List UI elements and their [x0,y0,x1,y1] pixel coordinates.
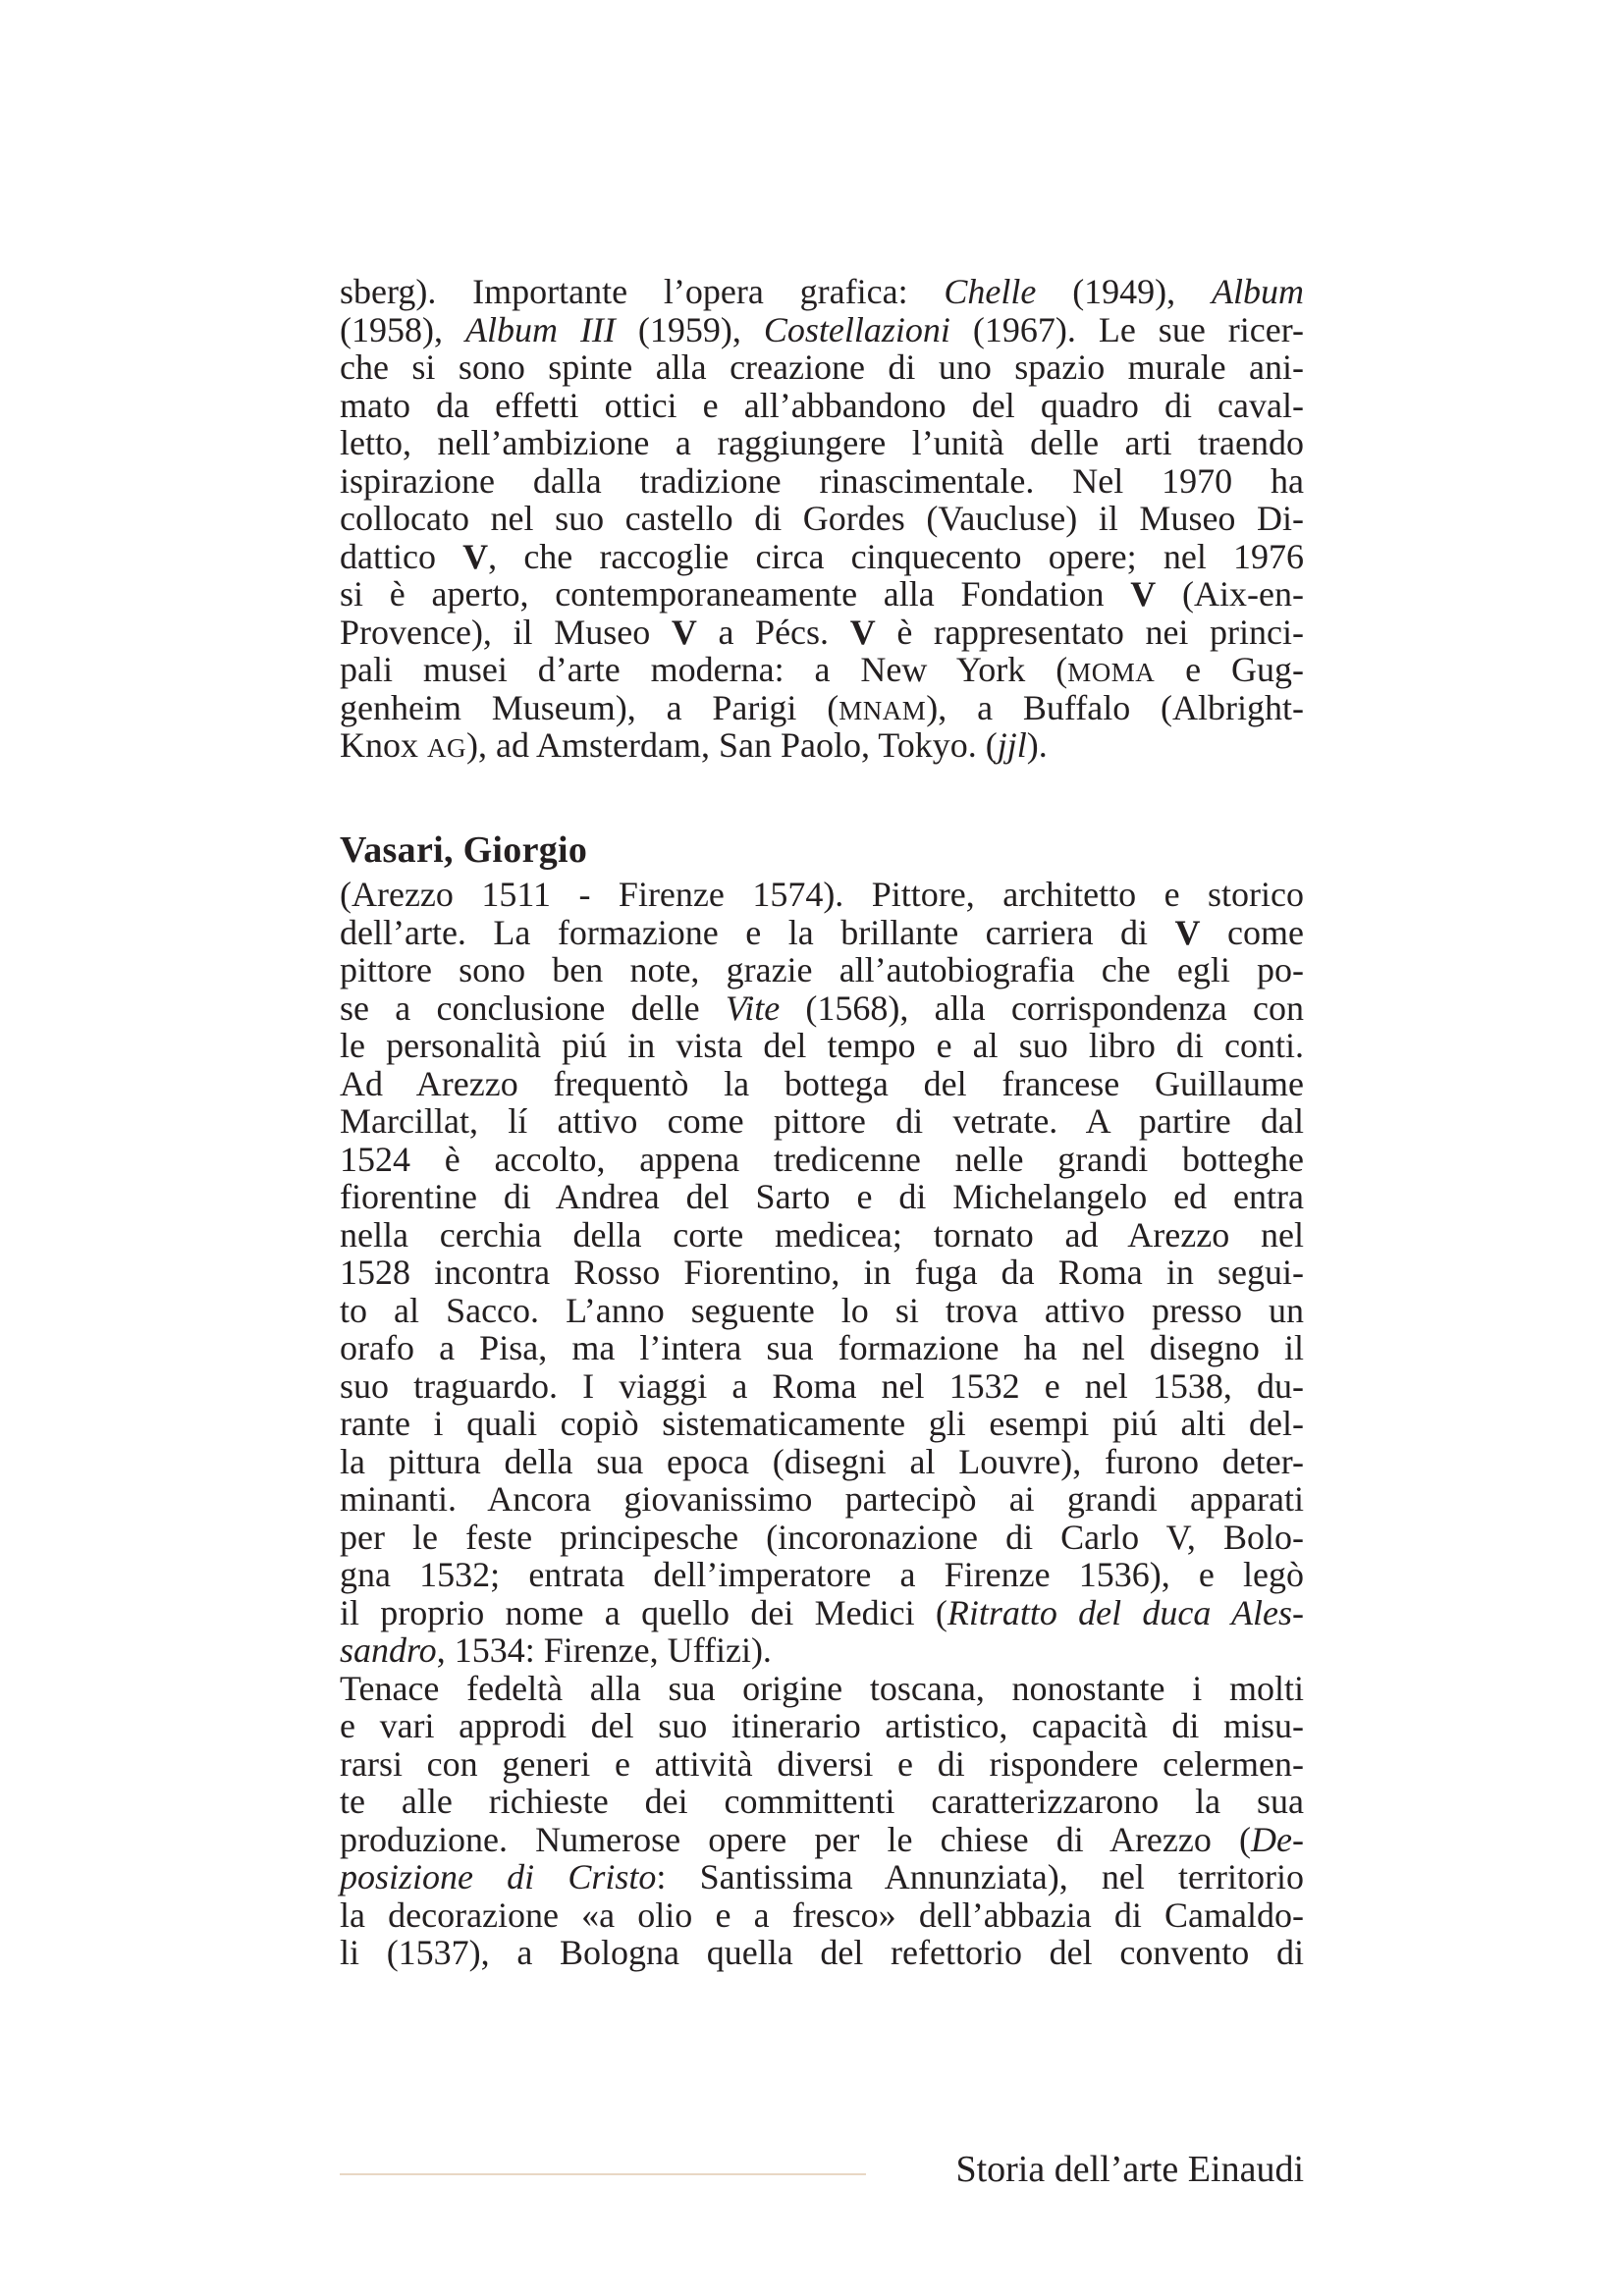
text-run: rante i quali copiò sistematicamente gli esempi piú alti del- [340,1404,1304,1443]
text-line [340,462,1304,501]
bold-run: V [671,612,697,652]
italic-run: posizione di Cristo [340,1857,657,1896]
text-run: a Pécs. [696,612,850,652]
text-run: ispirazione dalla tradizione rinascimentale. Nel 1970 ha [340,460,1304,501]
text-run: 1524 è accolto, appena tredicenne nelle grandi botteghe [340,1139,1304,1179]
text-run: ). [1026,725,1048,765]
text-run: le personalità piú in vista del tempo e al suo libro di conti. [340,1026,1304,1065]
text-run: Ad Arezzo frequentò la bottega del francese Guillaume [340,1063,1304,1103]
text-run: si è aperto, contemporaneamente alla Fondation [340,574,1131,614]
text-run: orafo a Pisa, ma l’intera sua formazione ha nel disegno il [340,1328,1304,1367]
text-line [340,1216,1304,1255]
text-line [340,1707,1304,1745]
text-run: se a conclusione delle [340,988,726,1028]
text-run: Knox [340,725,427,765]
text-run: il proprio nome a quello dei Medici ( [340,1592,947,1632]
text-run: (Aix-en- [1156,574,1304,614]
text-line [340,1783,1304,1821]
bold-run: V [462,536,489,576]
text-run: Provence), il Museo [340,612,672,652]
text-line [340,424,1304,462]
text-run: ), a Buffalo (Albright- [926,687,1304,727]
entry-continuation-text [340,273,1304,765]
text-run: pali musei d’arte moderna: a New York ( [340,650,1068,689]
text-line [340,1631,1304,1670]
text-run: suo traguardo. I viaggi a Roma nel 1532 e nel 1538, du- [340,1365,1304,1406]
text-run: (1949), [1036,272,1212,311]
text-run: e vari approdi del suo itinerario artistico, capacità di misu- [340,1706,1304,1745]
text-line [340,1594,1304,1632]
text-line [340,538,1304,576]
text-line [340,1178,1304,1216]
text-run: sberg). Importante l’opera grafica: [340,272,945,311]
text-run: e Gug- [1155,650,1304,689]
text-run: letto, nell’ambizione a raggiungere l’unità delle arti traendo [340,423,1304,462]
text-run: produzione. Numerose opere per le chiese di Arezzo ( [340,1819,1252,1859]
text-run: mato da effetti ottici e all’abbandono del quadro di caval- [340,385,1304,425]
text-line [340,1065,1304,1103]
text-run: ), ad Amsterdam, San Paolo, Tokyo. ( [466,725,998,765]
text-run: genheim Museum), a Parigi ( [340,687,839,727]
italic-run: sandro [340,1630,437,1670]
text-line [340,1480,1304,1519]
small-caps-run: MNAM [839,695,927,725]
text-run: rarsi con generi e attività diversi e di rispondere celermen- [340,1743,1304,1784]
text-line [340,614,1304,652]
text-line [340,651,1304,689]
text-run: è rappresentato nei princi- [875,612,1305,652]
text-run: minanti. Ancora giovanissimo partecipò ai grandi apparati [340,1479,1304,1519]
small-caps-run: MOMA [1067,658,1156,687]
text-run: (1967). Le sue ricer- [949,309,1304,349]
text-line [340,575,1304,614]
text-run: , che raccoglie circa cinquecento opere; nel 1976 [488,536,1304,576]
text-line [340,348,1304,387]
text-run: Tenace fedeltà alla sua origine toscana, nonostante i molti [340,1668,1304,1708]
text-line [340,1934,1304,1972]
entry-body-text [340,876,1304,1972]
text-line [340,1027,1304,1065]
text-line [340,273,1304,311]
small-caps-run: AG [427,733,466,763]
text-line [340,914,1304,952]
text-run: te alle richieste dei committenti caratterizzarono la sua [340,1782,1304,1821]
text-run: (1959), [615,309,764,349]
text-run: gna 1532; entrata dell’imperatore a Firenze 1536), e legò [340,1555,1304,1594]
bold-run: V [1130,574,1157,614]
text-line [340,1745,1304,1784]
entry-heading: Vasari, Giorgio [340,829,588,871]
text-run: (Arezzo 1511 - Firenze 1574). Pittore, architetto e storico [340,875,1304,914]
bold-run: V [1174,912,1201,952]
text-line [340,1405,1304,1443]
bold-run: V [849,612,876,652]
text-run: dattico [340,536,463,576]
text-run: li (1537), a Bologna quella del refettorio del convento di [340,1933,1304,1972]
text-line [340,500,1304,538]
text-line [340,1896,1304,1935]
text-run: che si sono spinte alla creazione di uno spazio murale ani- [340,347,1304,387]
text-run: (1958), [340,309,465,349]
italic-run: Ritratto del duca Ales- [947,1592,1304,1632]
text-line [340,951,1304,989]
text-line [340,1858,1304,1896]
text-line [340,1670,1304,1708]
text-run: Marcillat, lí attivo come pittore di vetrate. A partire dal [340,1101,1304,1141]
text-run: fiorentine di Andrea del Sarto e di Michelangelo ed entra [340,1177,1304,1216]
italic-run: De- [1251,1819,1304,1859]
italic-run: Chelle [944,272,1037,311]
text-line [340,726,1304,765]
text-line [340,1821,1304,1859]
text-run: collocato nel suo castello di Gordes (Vaucluse) il Museo Di- [340,499,1304,538]
text-line [340,1556,1304,1594]
text-line [340,989,1304,1028]
italic-run: Album [1212,272,1304,311]
text-line [340,1329,1304,1367]
italic-run: Vite [725,988,781,1028]
italic-run: Album III [464,309,616,349]
text-run: la pittura della sua epoca (disegni al Louvre), furono deter- [340,1441,1304,1481]
text-run: la decorazione «a olio e a fresco» dell’abbazia di Camaldo- [340,1895,1304,1935]
text-run: (1568), alla corrispondenza con [780,988,1304,1028]
text-run: to al Sacco. L’anno seguente lo si trova attivo presso un [340,1290,1304,1330]
text-run: dell’arte. La formazione e la brillante carriera di [340,912,1175,952]
text-line [340,689,1304,727]
text-line [340,1519,1304,1557]
text-run: : Santissima Annunziata), nel territorio [656,1857,1304,1896]
text-line [340,1367,1304,1406]
text-line [340,1141,1304,1179]
text-line [340,1292,1304,1330]
text-run: pittore sono ben note, grazie all’autobiografia che egli po- [340,950,1304,989]
text-run: , 1534: Firenze, Uffizi). [436,1630,772,1670]
text-line [340,1443,1304,1481]
page-footer [340,2148,1304,2195]
text-line [340,387,1304,425]
footer-rule [340,2173,866,2175]
italic-run: Costellazioni [763,309,950,349]
text-line [340,1254,1304,1292]
text-run: nella cerchia della corte medicea; tornato ad Arezzo nel [340,1214,1304,1255]
text-run: come [1200,912,1304,952]
text-run: 1528 incontra Rosso Fiorentino, in fuga da Roma in segui- [340,1253,1304,1292]
text-line [340,1102,1304,1141]
text-line [340,876,1304,914]
footer-title: Storia dell’arte Einaudi [955,2149,1304,2190]
text-line [340,311,1304,349]
italic-run: jjl [997,725,1027,765]
text-run: per le feste principesche (incoronazione di Carlo V, Bolo- [340,1517,1304,1557]
